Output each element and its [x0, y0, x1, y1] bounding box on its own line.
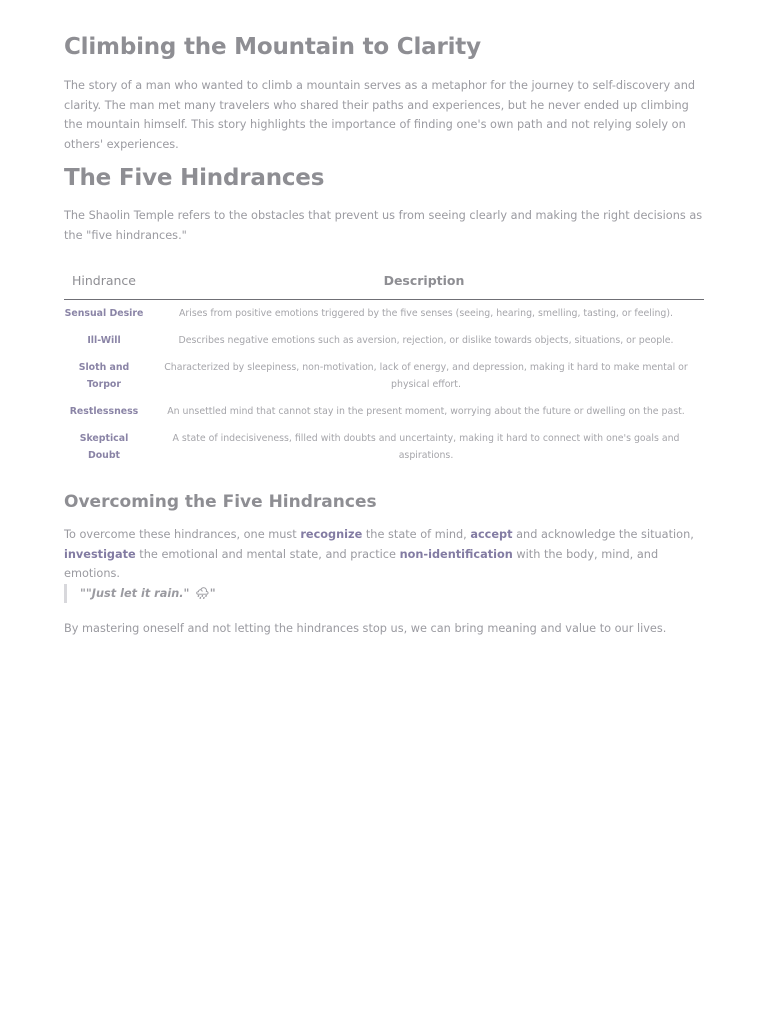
hindrance-description: Characterized by sleepiness, non-motivation, lack of energy, and depression, making it hard to make mental or physical effort.: [164, 362, 688, 390]
table-row: [64, 398, 704, 425]
text-segment: the emotional and mental state, and practice: [135, 547, 400, 561]
rain-cloud-icon: 🌧: [195, 587, 210, 600]
keyword-accept: accept: [470, 528, 513, 541]
hindrance-name: Sloth and Torpor: [78, 362, 130, 390]
table-row: [64, 425, 704, 469]
hindrance-name: Ill-Will: [87, 335, 121, 346]
hindrance-description: An unsettled mind that cannot stay in the present moment, worrying about the future or dwelling on the past.: [167, 406, 685, 417]
quote-close: ": [209, 587, 216, 600]
table-header-row: [64, 262, 704, 300]
table-row: [64, 327, 704, 354]
hindrance-name: Sensual Desire: [64, 308, 144, 319]
hindrance-name: Restlessness: [69, 406, 139, 417]
page-title: Climbing the Mountain to Clarity: [64, 34, 481, 60]
keyword-non-identification: non-identification: [399, 547, 513, 561]
keyword-investigate: investigate: [64, 547, 136, 561]
table-row: [64, 354, 704, 398]
quote-text: ""Just let it rain.": [80, 587, 190, 600]
text-segment: To overcome these hindrances, one must: [64, 528, 301, 541]
five-hindrances-intro: The Shaolin Temple refers to the obstacles that prevent us from seeing clearly and making the right decisions as the "five hindrances.": [64, 209, 703, 242]
text-segment: the state of mind,: [362, 528, 471, 541]
column-header-description: Description: [144, 262, 704, 300]
hindrances-table: [64, 262, 704, 469]
section-heading-overcoming: Overcoming the Five Hindrances: [64, 492, 377, 512]
section-heading-five-hindrances: The Five Hindrances: [64, 165, 325, 191]
hindrance-description: Arises from positive emotions triggered by the five senses (seeing, hearing, smelling, tasting, or feeling).: [178, 308, 674, 319]
hindrance-name: Skeptical Doubt: [79, 433, 129, 461]
column-header-hindrance: Hindrance: [64, 262, 144, 300]
hindrance-description: Describes negative emotions such as aversion, rejection, or dislike towards objects, situations, or people.: [178, 335, 674, 346]
text-segment: with the body, mind, and emotions.: [64, 547, 659, 580]
intro-paragraph: The story of a man who wanted to climb a mountain serves as a metaphor for the journey to self-discovery and clarity. The man met many travelers who shared their paths and experiences, but he never ended up climbing the mountain himself. This story highlights the importance of finding one's own path and not relying solely on others' experiences.: [64, 79, 696, 151]
keyword-recognize: recognize: [300, 528, 363, 541]
overcoming-paragraph: [64, 525, 708, 584]
hindrance-description: A state of indecisiveness, filled with doubts and uncertainty, making it hard to connect with one's goals and aspirations.: [172, 433, 680, 461]
blockquote: [64, 584, 216, 603]
closing-paragraph: By mastering oneself and not letting the hindrances stop us, we can bring meaning and value to our lives.: [64, 622, 667, 635]
table-row: [64, 300, 704, 328]
text-segment: and acknowledge the situation,: [512, 528, 694, 541]
